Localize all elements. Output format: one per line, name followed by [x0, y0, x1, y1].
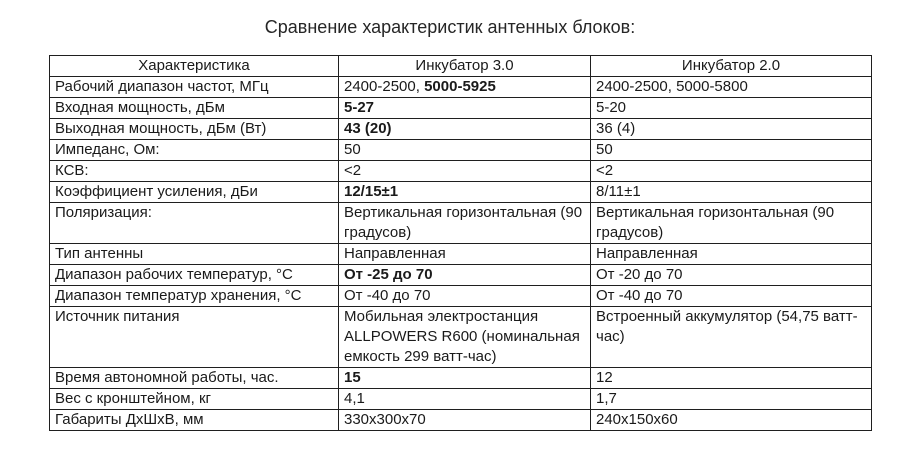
row-label: Вес с кронштейном, кг [50, 389, 339, 410]
table-header-row [50, 56, 872, 77]
table-row [50, 307, 872, 368]
value-cell [591, 98, 872, 119]
value-cell [591, 161, 872, 182]
column-header-1: Инкубатор 3.0 [339, 56, 591, 77]
value-cell [591, 182, 872, 203]
value-segment: Мобильная электростанция ALLPOWERS R600 (номинальная емкость 299 ватт-час) [344, 308, 580, 365]
table-row [50, 265, 872, 286]
value-segment: 8/11±1 [596, 183, 641, 200]
value-segment: Встроенный аккумулятор (54,75 ватт-час) [596, 308, 858, 345]
value-cell [591, 410, 872, 431]
value-segment: Вертикальная горизонтальная (90 градусов) [596, 204, 835, 241]
row-label: Габариты ДхШхВ, мм [50, 410, 339, 431]
value-cell [591, 307, 872, 368]
row-label: Время автономной работы, час. [50, 368, 339, 389]
value-segment: <2 [596, 162, 614, 179]
value-cell [339, 368, 591, 389]
table-row [50, 389, 872, 410]
value-segment: 50 [596, 141, 613, 158]
value-segment: 43 (20) [344, 120, 392, 137]
row-label: Входная мощность, дБм [50, 98, 339, 119]
row-label: Тип антенны [50, 244, 339, 265]
comparison-table [49, 55, 872, 431]
row-label: Поляризация: [50, 203, 339, 244]
value-cell [339, 203, 591, 244]
table-row [50, 410, 872, 431]
value-segment: Направленная [344, 245, 446, 262]
value-cell [339, 307, 591, 368]
table-row [50, 244, 872, 265]
page-title: Сравнение характеристик антенных блоков: [264, 17, 636, 37]
row-label: Коэффициент усиления, дБи [50, 182, 339, 203]
table-row [50, 368, 872, 389]
value-cell [339, 77, 591, 98]
value-cell [339, 119, 591, 140]
value-segment: От -25 до 70 [344, 266, 433, 283]
table-row [50, 98, 872, 119]
value-segment: 2400-2500, [344, 78, 425, 95]
value-segment: От -40 до 70 [344, 287, 431, 304]
value-cell [339, 140, 591, 161]
value-cell [591, 265, 872, 286]
value-segment: От -40 до 70 [596, 287, 683, 304]
value-segment: 330x300x70 [344, 411, 426, 428]
value-segment: <2 [344, 162, 362, 179]
row-label: Рабочий диапазон частот, МГц [50, 77, 339, 98]
column-header-0: Характеристика [50, 56, 339, 77]
value-cell [591, 140, 872, 161]
row-label: Диапазон температур хранения, °C [50, 286, 339, 307]
table-row [50, 140, 872, 161]
row-label: КСВ: [50, 161, 339, 182]
value-segment: 4,1 [344, 390, 365, 407]
value-segment: Направленная [596, 245, 698, 262]
value-cell [591, 286, 872, 307]
value-cell [339, 286, 591, 307]
value-segment: 5000-5925 [424, 78, 496, 95]
value-segment: Вертикальная горизонтальная (90 градусов) [344, 204, 583, 241]
value-segment: 1,7 [596, 390, 617, 407]
row-label: Импеданс, Ом: [50, 140, 339, 161]
value-cell [591, 77, 872, 98]
value-segment: От -20 до 70 [596, 266, 683, 283]
row-label: Выходная мощность, дБм (Вт) [50, 119, 339, 140]
value-segment: 5-20 [596, 99, 627, 116]
value-cell [591, 203, 872, 244]
value-segment: 15 [344, 369, 361, 386]
value-segment: 36 (4) [596, 120, 636, 137]
table-row [50, 161, 872, 182]
value-segment: 12/15±1 [344, 183, 399, 200]
value-cell [591, 244, 872, 265]
value-segment: 50 [344, 141, 361, 158]
table-row [50, 119, 872, 140]
value-segment: 2400-2500, 5000-5800 [596, 78, 748, 95]
value-cell [339, 410, 591, 431]
value-segment: 5-27 [344, 99, 375, 116]
value-cell [339, 182, 591, 203]
value-cell [591, 119, 872, 140]
value-cell [591, 368, 872, 389]
table-row [50, 203, 872, 244]
table-row [50, 77, 872, 98]
value-cell [591, 389, 872, 410]
value-cell [339, 265, 591, 286]
value-cell [339, 389, 591, 410]
value-cell [339, 161, 591, 182]
table-row [50, 286, 872, 307]
value-cell [339, 98, 591, 119]
row-label: Диапазон рабочих температур, °C [50, 265, 339, 286]
value-segment: 12 [596, 369, 613, 386]
value-segment: 240x150x60 [596, 411, 678, 428]
row-label: Источник питания [50, 307, 339, 368]
table-row [50, 182, 872, 203]
value-cell [339, 244, 591, 265]
column-header-2: Инкубатор 2.0 [591, 56, 872, 77]
